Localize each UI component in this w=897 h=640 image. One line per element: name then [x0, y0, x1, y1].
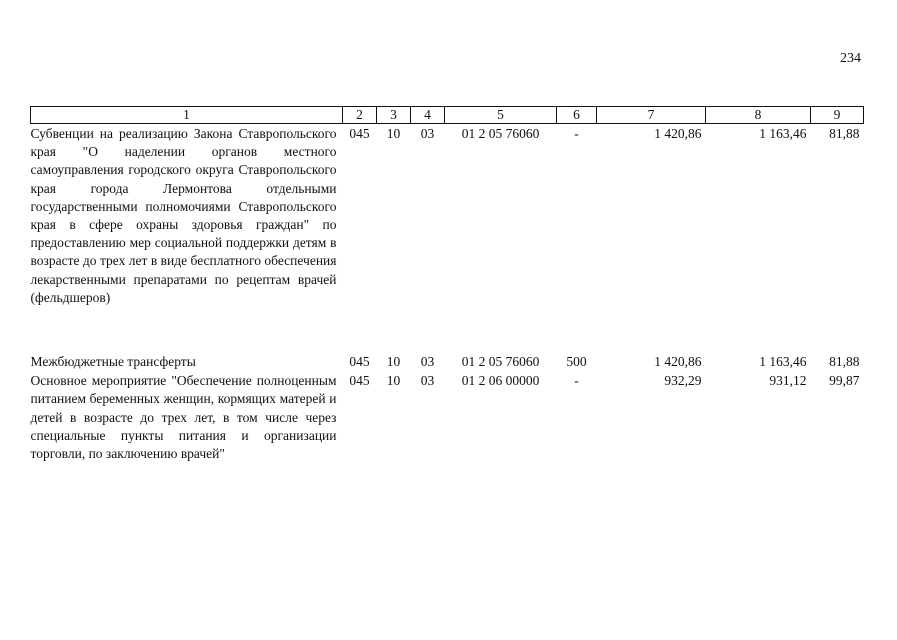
cell-section: 10: [386, 126, 401, 141]
column-header: 1: [31, 107, 343, 124]
cell-code: 045: [349, 126, 370, 141]
cell-actual: 1 163,46: [759, 126, 807, 141]
column-header: 6: [557, 107, 597, 124]
cell-actual: 1 163,46: [759, 354, 807, 370]
cell-target: 01 2 06 00000: [461, 373, 540, 389]
table-row: [31, 124, 864, 308]
row-name: Субвенции на реализацию Закона Ставропольского края "О наделении органов местного самоуправления городского округа Ставропольского края города Лермонтова отдельными государственными полномочиями Ставропольского края в сфере охраны здоровья граждан" по предоставлению мер социальной поддержки детям в возрасте до трех лет в виде бесплатного обеспечения лекарственными препаратами по рецептам врачей (фельдшеров): [30, 126, 337, 305]
row-name: Основное мероприятие "Обеспечение полноценным питанием беременных женщин, кормящих матерей и детей в возрасте до трех лет, в том числе через специальные пункты питания и организации торговли, по заключению врачей": [30, 373, 337, 462]
column-header: 7: [597, 107, 706, 124]
column-header: 2: [343, 107, 377, 124]
cell-type: 500: [566, 354, 587, 370]
cell-percent: 81,88: [829, 126, 860, 141]
cell-plan: 1 420,86: [654, 354, 702, 370]
cell-target: 01 2 05 76060: [461, 354, 540, 370]
row-name: Межбюджетные трансферты: [30, 354, 196, 370]
column-header: 3: [377, 107, 411, 124]
cell-percent: 99,87: [829, 373, 860, 389]
cell-subsection: 03: [420, 373, 435, 389]
cell-target: 01 2 05 76060: [461, 126, 540, 141]
column-header: 4: [411, 107, 445, 124]
spacer-row: [31, 307, 864, 352]
page-number: 234: [840, 51, 861, 66]
column-header: 5: [445, 107, 557, 124]
table-row: [31, 352, 864, 371]
cell-section: 10: [386, 354, 401, 370]
cell-plan: 932,29: [664, 373, 702, 389]
cell-percent: 81,88: [829, 354, 860, 370]
column-header: 9: [811, 107, 864, 124]
cell-subsection: 03: [420, 126, 435, 141]
cell-type: -: [574, 373, 579, 389]
cell-code: 045: [349, 373, 370, 389]
cell-actual: 931,12: [769, 373, 807, 389]
table-row: [31, 371, 864, 463]
cell-type: -: [574, 126, 579, 141]
budget-table: [30, 106, 864, 463]
cell-plan: 1 420,86: [654, 126, 702, 141]
cell-subsection: 03: [420, 354, 435, 370]
cell-code: 045: [349, 354, 370, 370]
column-number-row: [31, 107, 864, 124]
cell-section: 10: [386, 373, 401, 389]
column-header: 8: [706, 107, 811, 124]
